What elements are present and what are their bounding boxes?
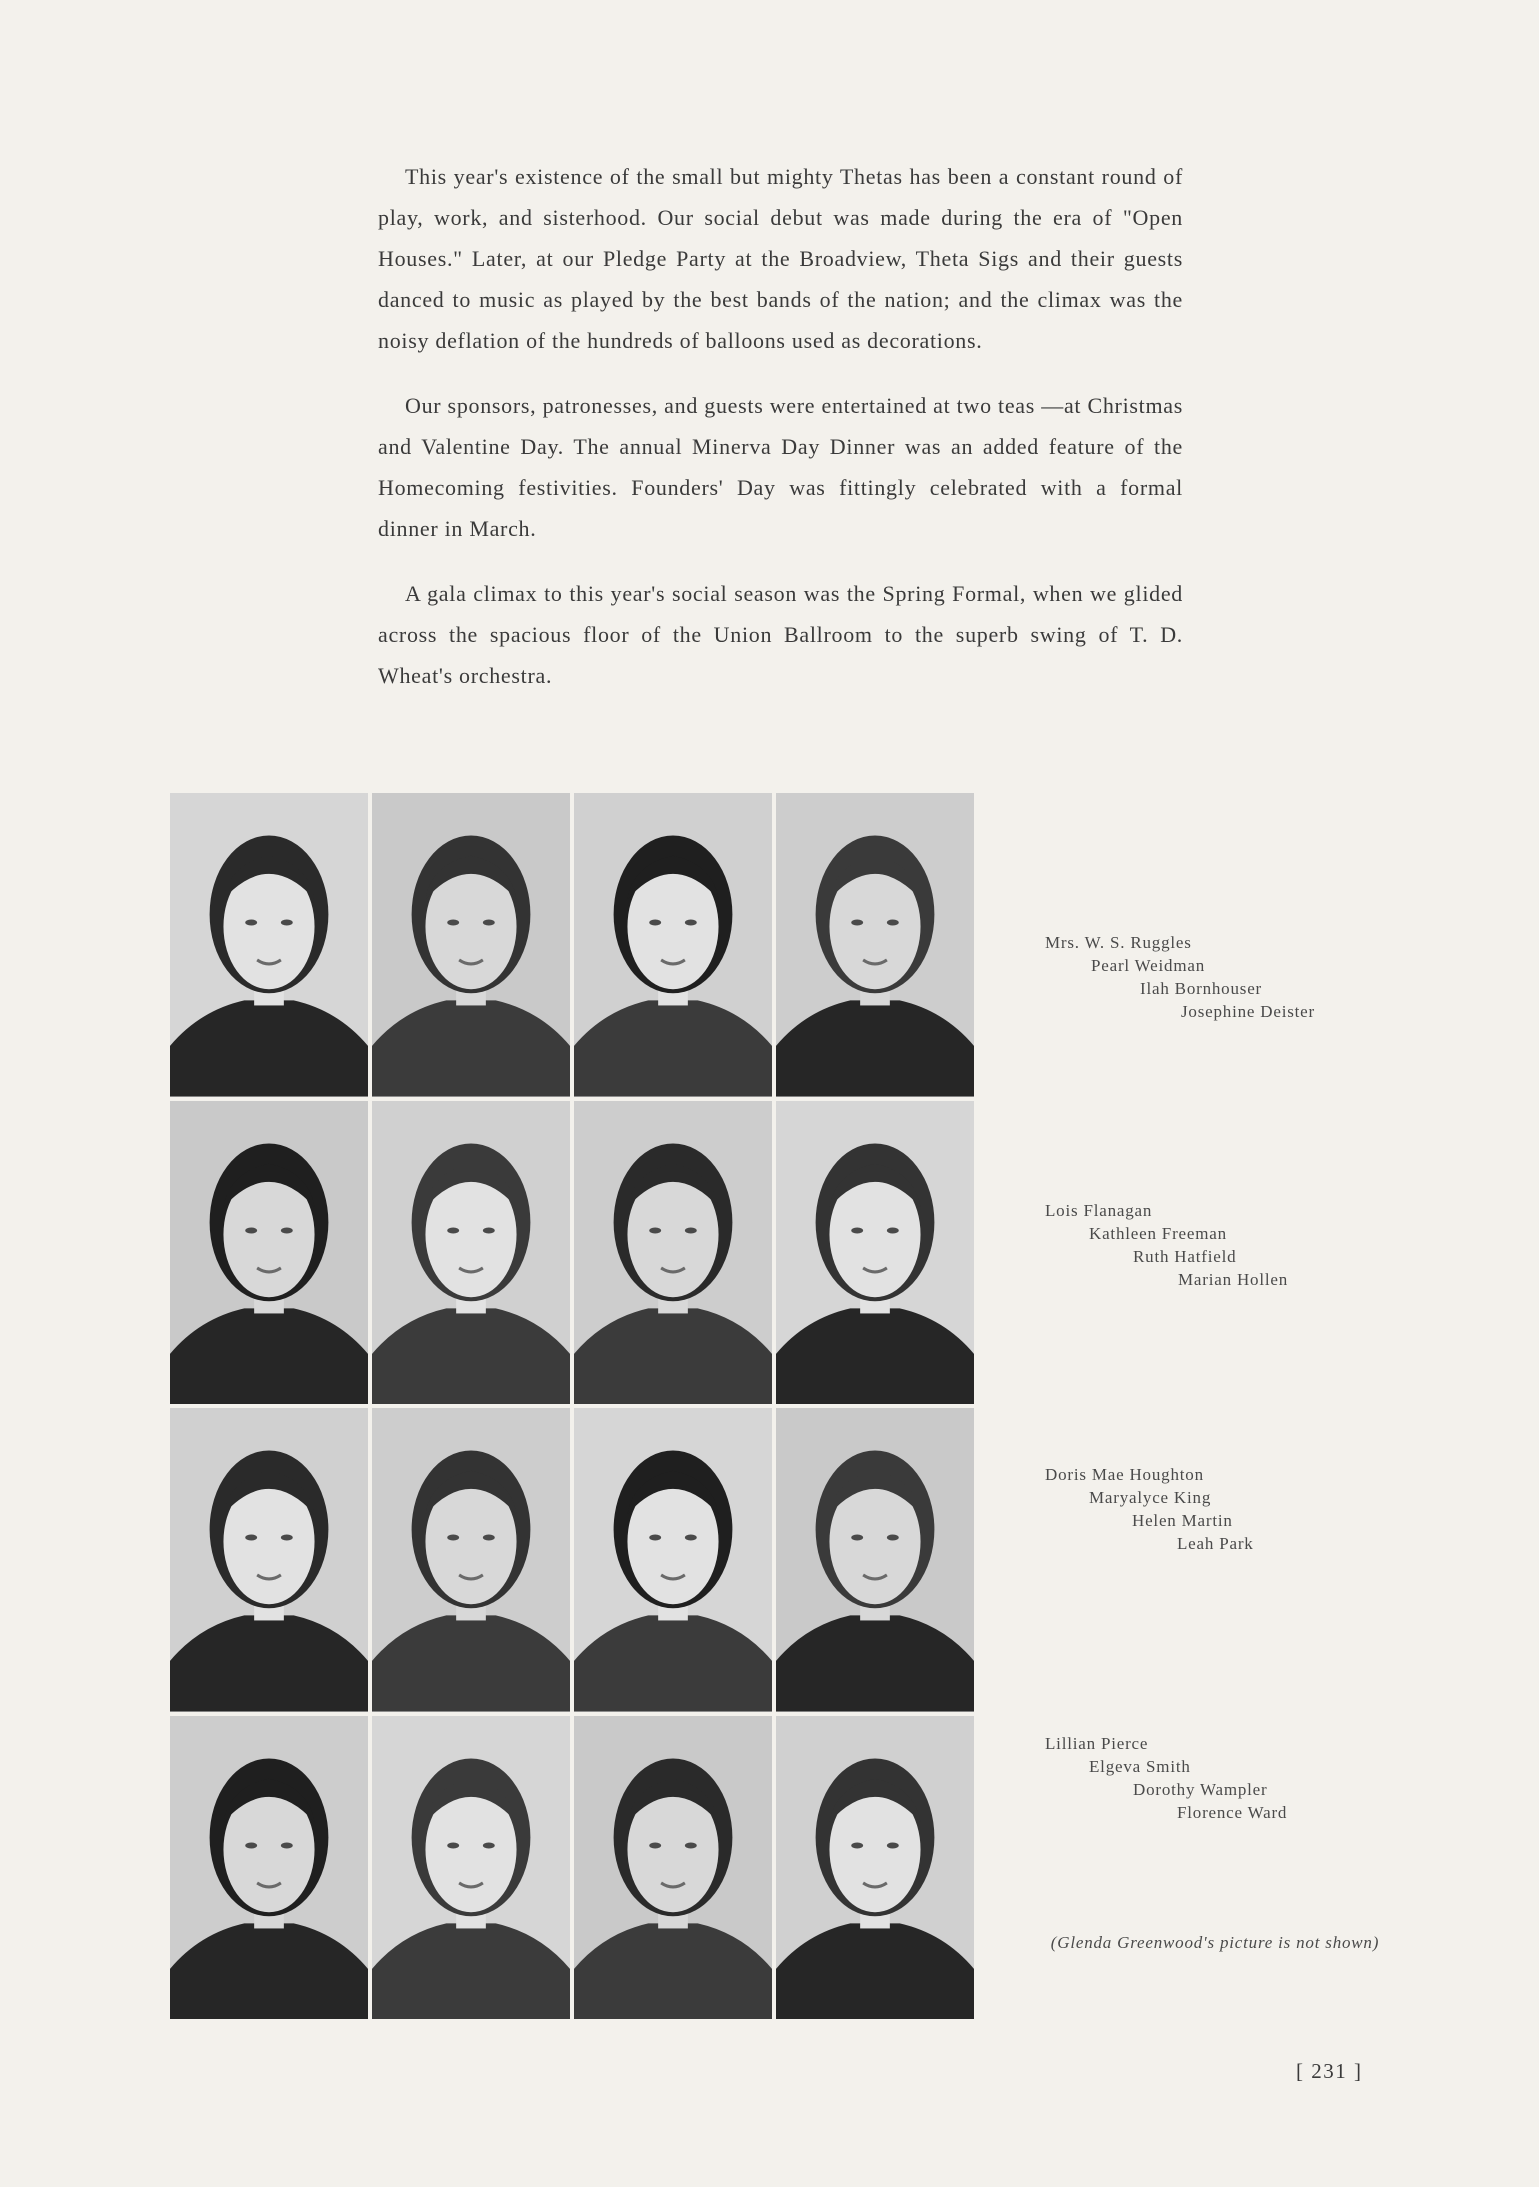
caption-name: Maryalyce King [1089, 1488, 1212, 1507]
portrait-photo [170, 1716, 368, 2020]
caption-name: Ilah Bornhouser [1140, 979, 1263, 998]
caption-name: Lois Flanagan [1045, 1201, 1153, 1220]
paragraph: A gala climax to this year's social season was the Spring Formal, when we glided across the spacious floor of the Union Ballroom to the superb swing of T. D. Wheat's orchestra. [378, 581, 1183, 688]
paragraph: This year's existence of the small but mighty Thetas has been a constant round of play, work, and sisterhood. Our social debut was made during the era of "Open Houses." Later, at our Pledge Party at the Broadview, Theta Sigs and their guests danced to music as played by the best bands of the nation; and the climax was the noisy deflation of the hundreds of balloons used as decorations. [378, 164, 1183, 353]
portrait-photo [776, 1101, 974, 1405]
caption-name: Ruth Hatfield [1133, 1247, 1237, 1266]
portrait-photo [574, 1408, 772, 1712]
caption-name: Kathleen Freeman [1089, 1224, 1227, 1243]
portrait-photo [574, 793, 772, 1097]
caption-row-4 [1045, 1732, 1287, 1824]
portrait-photo [372, 793, 570, 1097]
portrait-photo [170, 793, 368, 1097]
portrait-photo [776, 1408, 974, 1712]
caption-name: Florence Ward [1177, 1803, 1288, 1822]
portrait-photo [170, 1408, 368, 1712]
body-text [378, 156, 1183, 720]
caption-row-3 [1045, 1463, 1254, 1555]
portrait-photo [372, 1101, 570, 1405]
missing-picture-note: (Glenda Greenwood's picture is not shown) [1050, 1933, 1380, 1952]
caption-row-2 [1045, 1199, 1288, 1291]
caption-row-1 [1045, 931, 1315, 1023]
portrait-photo [776, 793, 974, 1097]
caption-name: Marian Hollen [1178, 1270, 1289, 1289]
caption-name: Leah Park [1177, 1534, 1254, 1553]
portrait-photo [574, 1716, 772, 2020]
caption-name: Doris Mae Houghton [1045, 1465, 1204, 1484]
portrait-photo [372, 1408, 570, 1712]
portrait-grid [170, 793, 974, 2019]
caption-name: Pearl Weidman [1091, 956, 1205, 975]
caption-name: Helen Martin [1132, 1511, 1233, 1530]
paragraph: Our sponsors, patronesses, and guests were entertained at two teas —at Christmas and Valentine Day. The annual Minerva Day Dinner was an added feature of the Homecoming festivities. Founders' Day was fittingly celebrated with a formal dinner in March. [378, 393, 1183, 541]
portrait-photo [170, 1101, 368, 1405]
page-number: [ 231 ] [1296, 2059, 1363, 2083]
caption-name: Mrs. W. S. Ruggles [1045, 933, 1192, 952]
caption-name: Lillian Pierce [1045, 1734, 1149, 1753]
caption-name: Elgeva Smith [1089, 1757, 1191, 1776]
caption-name: Dorothy Wampler [1133, 1780, 1268, 1799]
portrait-photo [372, 1716, 570, 2020]
portrait-photo [574, 1101, 772, 1405]
portrait-photo [776, 1716, 974, 2020]
caption-name: Josephine Deister [1181, 1002, 1315, 1021]
